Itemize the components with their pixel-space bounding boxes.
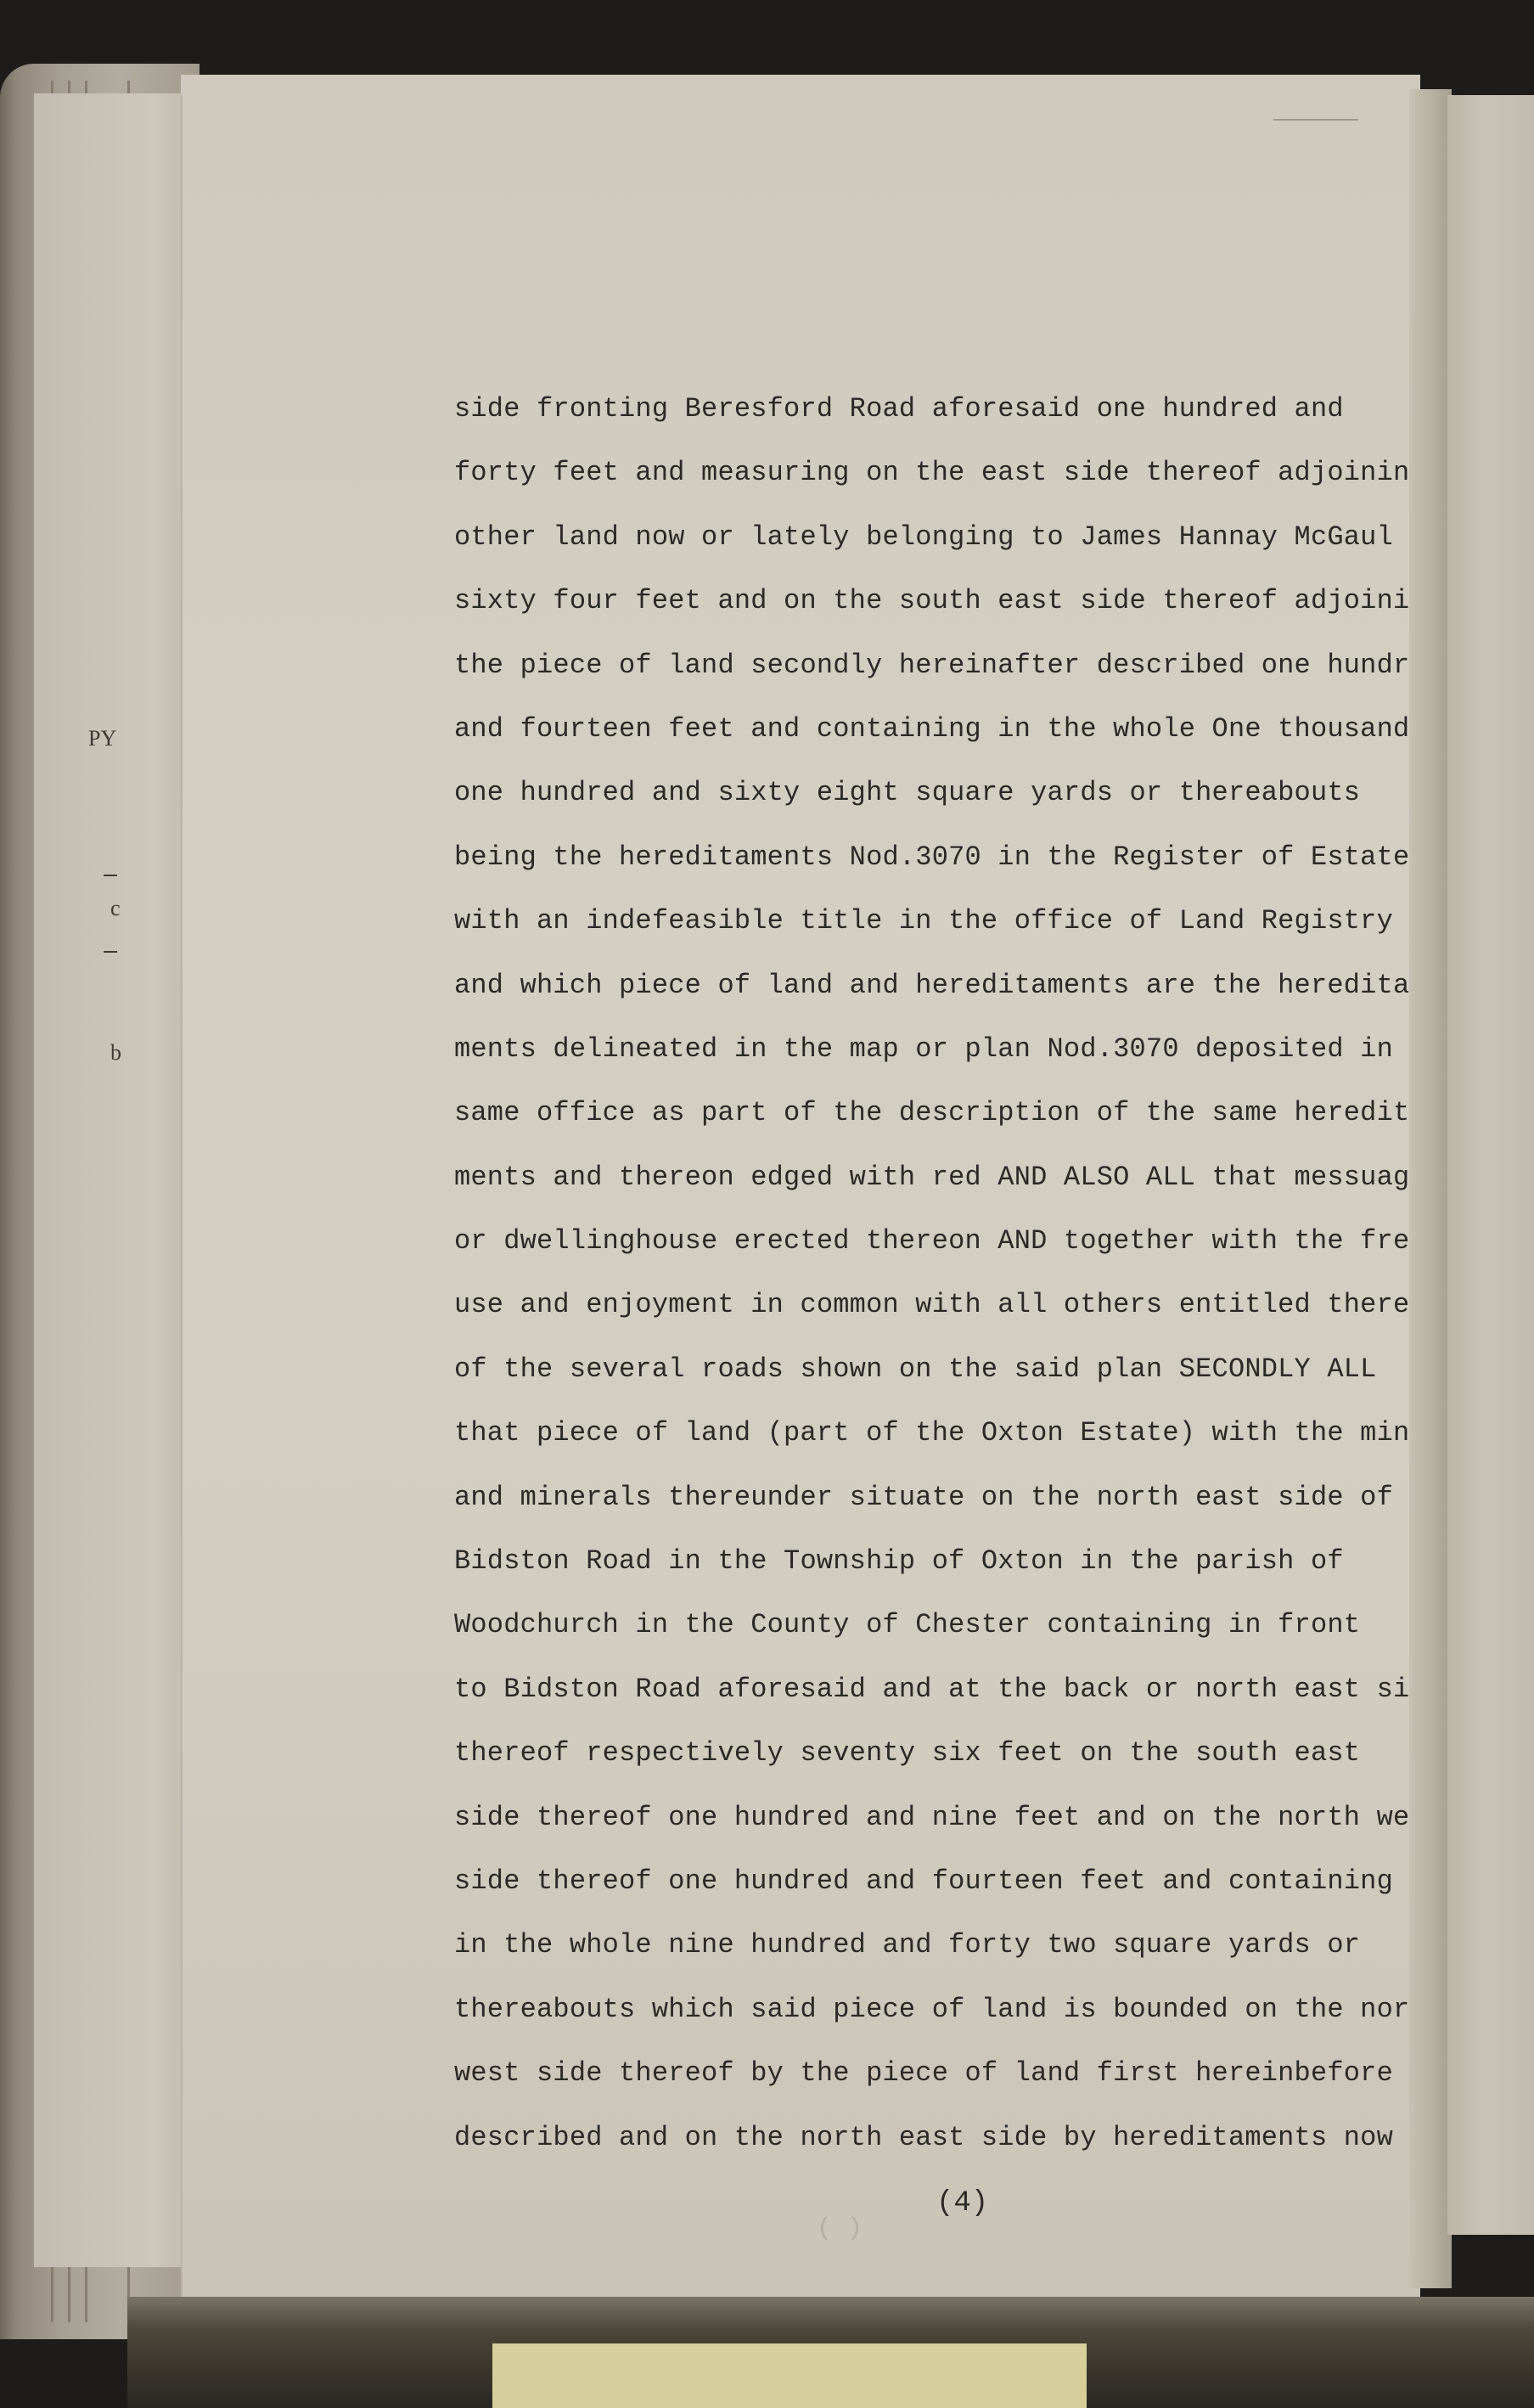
text-line: Woodchurch in the County of Chester containing in front <box>454 1609 1361 1641</box>
text-line: with an indefeasible title in the office of Land Registry <box>454 905 1393 937</box>
text-line: being the hereditaments Nod.3070 in the Register of Estate <box>454 841 1410 873</box>
paper-slip <box>492 2343 1087 2408</box>
text-line: side thereof one hundred and fourteen feet and containing <box>454 1865 1393 1897</box>
text-line: of the several roads shown on the said plan SECONDLY ALL <box>454 1353 1377 1385</box>
page-tab-mark <box>1273 107 1358 121</box>
text-line: one hundred and sixty eight square yards or thereabouts <box>454 777 1361 809</box>
text-line: thereof respectively seventy six feet on the south east <box>454 1737 1361 1769</box>
text-line: in the whole nine hundred and forty two square yards or <box>454 1929 1361 1961</box>
text-line: other land now or lately belonging to James Hannay McGaul <box>454 520 1393 553</box>
typed-text-block <box>454 392 1413 2185</box>
left-page-fragment: b <box>110 1040 121 1065</box>
left-page-rule <box>104 951 117 953</box>
text-line: or dwellinghouse erected thereon AND together with the fre <box>454 1225 1410 1257</box>
text-line: Bidston Road in the Township of Oxton in the parish of <box>454 1545 1344 1578</box>
left-page-sheet <box>34 93 204 2267</box>
text-line: forty feet and measuring on the east side thereof adjoinin <box>454 457 1410 489</box>
text-line: side thereof one hundred and nine feet and on the north we <box>454 1801 1410 1833</box>
text-line: thereabouts which said piece of land is bounded on the nor <box>454 1993 1410 2025</box>
text-line: ments delineated in the map or plan Nod.3070 deposited in <box>454 1032 1393 1065</box>
left-page-fragment: PY <box>88 726 117 751</box>
text-line: same office as part of the description of the same heredit <box>454 1097 1410 1129</box>
text-line: ments and thereon edged with red AND ALSO ALL that messuag <box>454 1161 1410 1193</box>
text-line: the piece of land secondly hereinafter described one hundr <box>454 649 1410 681</box>
page-number: (4) <box>936 2187 989 2220</box>
right-page-edge <box>1447 95 1534 2235</box>
text-line: and which piece of land and hereditaments are the heredita <box>454 969 1410 1001</box>
text-line: sixty four feet and on the south east side thereof adjoini <box>454 585 1410 617</box>
text-line: to Bidston Road aforesaid and at the back or north east si <box>454 1673 1410 1705</box>
ghost-page-number: ( ) <box>817 2214 863 2243</box>
right-binding-edge <box>1409 89 1452 2288</box>
text-line: and minerals thereunder situate on the north east side of <box>454 1481 1393 1513</box>
left-page-fragment: c <box>110 896 121 920</box>
text-line: side fronting Beresford Road aforesaid one hundred and <box>454 393 1344 425</box>
text-line: described and on the north east side by hereditaments now <box>454 2121 1393 2153</box>
text-line: that piece of land (part of the Oxton Estate) with the min <box>454 1417 1410 1449</box>
text-line: use and enjoyment in common with all others entitled there <box>454 1289 1410 1321</box>
left-page-rule <box>104 875 117 876</box>
text-line: and fourteen feet and containing in the whole One thousand <box>454 712 1410 745</box>
text-line: west side thereof by the piece of land first hereinbefore <box>454 2057 1393 2090</box>
